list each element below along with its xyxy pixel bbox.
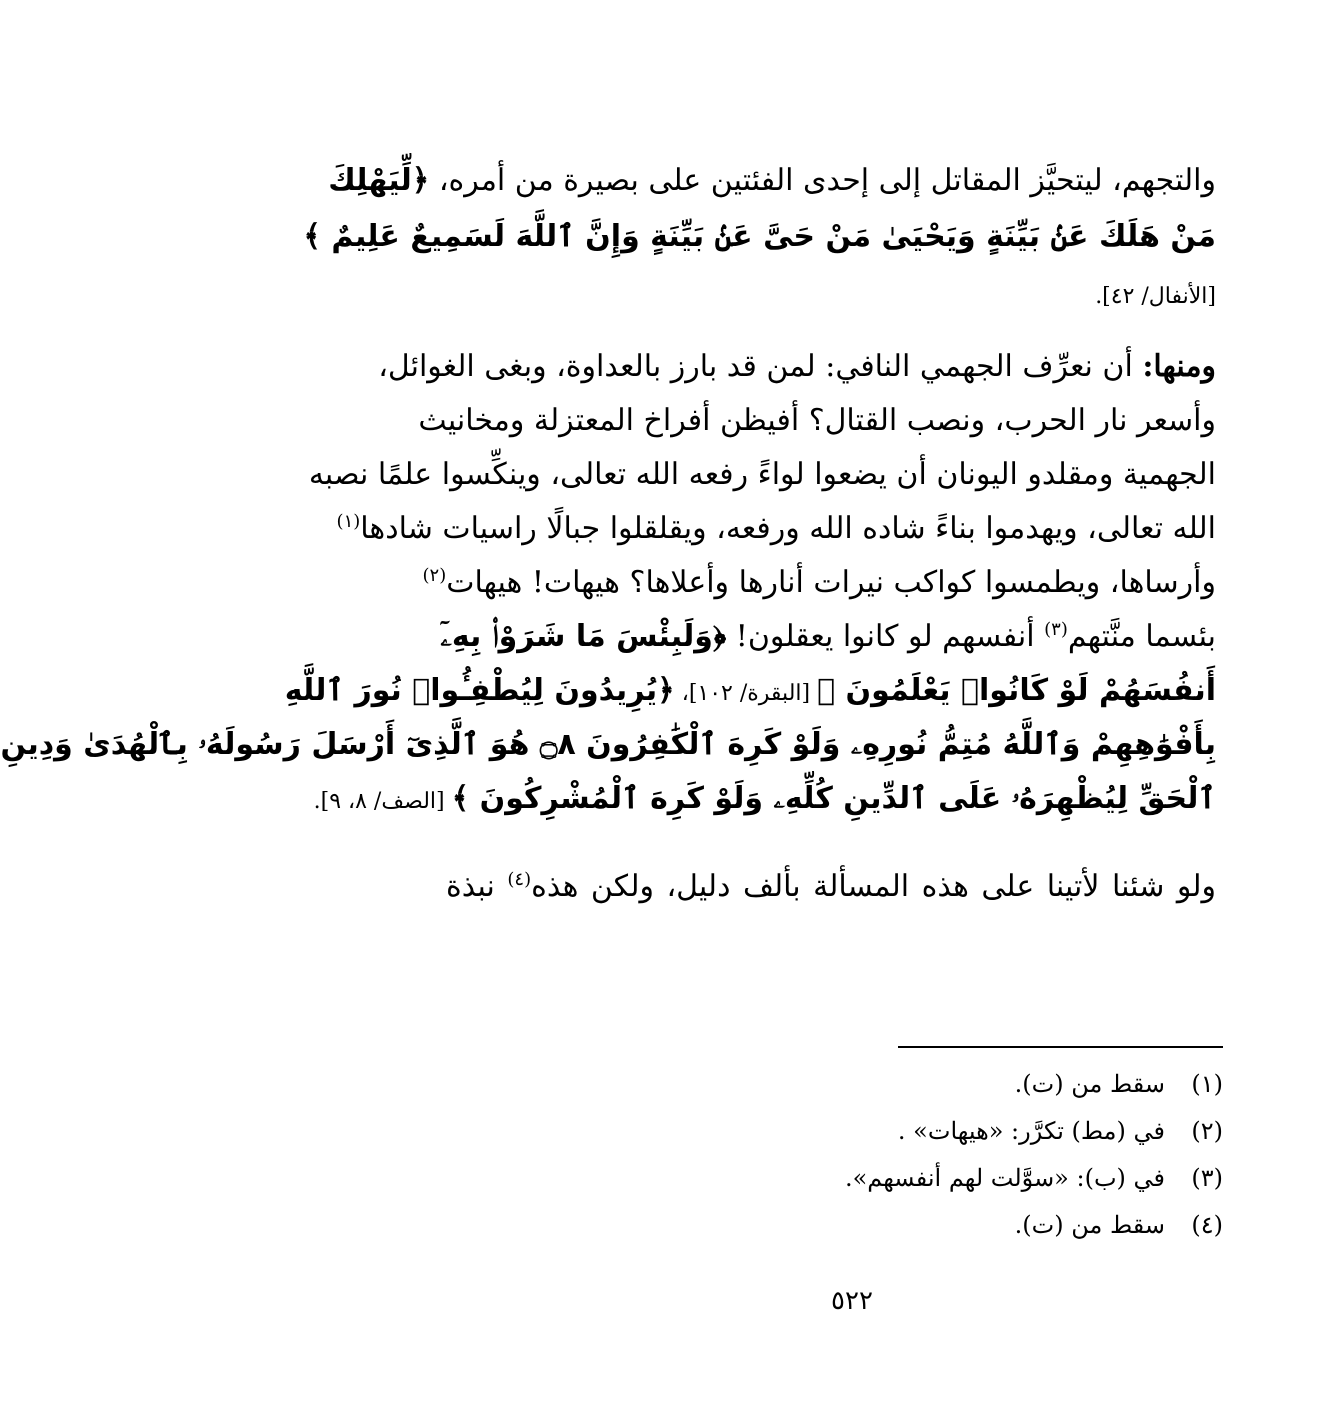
verse-reference: [البقرة/ ١٠٢]، <box>674 681 818 706</box>
p2-line-6 <box>440 610 1216 664</box>
footnote-separator <box>898 1046 1223 1048</box>
quran-verse: ﴿وَلَبِئْسَ مَا شَرَوْا۟ بِهِۦٓ <box>440 619 727 654</box>
quran-verse: أَنفُسَهُمْ لَوْ كَانُوا۟ يَعْلَمُونَ ﴾ <box>817 673 1216 708</box>
body-text: والتجهم، ليتحيَّز المقاتل إلى إحدى الفئتين على بصيرة من أمره، <box>429 163 1216 198</box>
footnote-number: (٣) <box>1191 1164 1223 1192</box>
quran-verse: ﴿لِّيَهْلِكَ <box>328 163 430 198</box>
footnote-number: (١) <box>1191 1070 1223 1098</box>
p1-line-1 <box>328 154 1216 208</box>
body-text: الجهمية ومقلدو اليونان أن يضعوا لواءً رفعه الله تعالى، وينكِّسوا علمًا نصبه <box>308 457 1216 492</box>
footnote-number: (٢) <box>1191 1117 1223 1145</box>
body-text: وأرساها، ويطمسوا كواكب نيرات أنارها وأعلاها؟ هيهات! هيهات <box>446 565 1216 600</box>
footnote-text: في (ب): «سوَّلت لهم أنفسهم». <box>844 1164 1165 1192</box>
footnote-text: في (مط) تكرَّر: «هيهات» . <box>897 1117 1165 1145</box>
p1-line-3 <box>446 270 1216 324</box>
footnote-marker: (٢) <box>422 565 447 586</box>
body-text: ولو شئنا لأتينا على هذه المسألة بألف دليل، ولكن هذه <box>531 869 1216 904</box>
footnote-marker: (٣) <box>1044 619 1068 640</box>
body-text: أنفسهم لو كانوا يعقلون! <box>726 619 1045 654</box>
p1-line-2 <box>303 210 1216 264</box>
quran-verse: ﴿يُرِيدُونَ لِيُطْفِـُٔوا۟ نُورَ ٱللَّهِ <box>284 673 675 708</box>
paragraph-lead: ومنها: <box>1142 349 1216 384</box>
quran-verse: مَنْ هَلَكَ عَنۢ بَيِّنَةٍ وَيَحْيَىٰ مَنْ حَىَّ عَنۢ بَيِّنَةٍ وَإِنَّ ٱللَّهَ لَسَمِيعٌ عَلِيمٌ ﴾ <box>303 219 1216 254</box>
footnote-marker: (٤) <box>507 869 532 890</box>
body-text: بئسما منَّتهم <box>1067 619 1216 654</box>
p2-line-5 <box>422 556 1216 610</box>
body-text: أن نعرِّف الجهمي النافي: لمن قد بارز بالعداوة، وبغى الغوائل، <box>378 349 1143 384</box>
body-text: وأسعر نار الحرب، ونصب القتال؟ أفيظن أفراخ المعتزلة ومخانيث <box>418 403 1216 438</box>
p2-line-2 <box>418 394 1216 448</box>
footnote-2 <box>898 1111 1223 1151</box>
p2-line-9 <box>313 772 1216 826</box>
footnote-1 <box>1015 1064 1223 1104</box>
page-number: ٥٢٢ <box>831 1286 873 1316</box>
verse-reference: [الصف/ ٨، ٩]. <box>313 789 452 814</box>
p2-line-1 <box>378 340 1216 394</box>
verse-reference: [الأنفال/ ٤٢]. <box>1095 284 1216 309</box>
quran-verse: بِأَفْوَٰهِهِمْ وَٱللَّهُ مُتِمُّ نُورِهِۦ وَلَوْ كَرِهَ ٱلْكَٰفِرُونَ ۝٨ هُوَ ٱلَّذِىٓ أَرْسَلَ رَسُولَهُۥ بِٱلْهُدَىٰ وَدِينِ <box>0 727 1216 762</box>
footnote-marker: (١) <box>336 511 361 532</box>
quran-verse: ٱلْحَقِّ لِيُظْهِرَهُۥ عَلَى ٱلدِّينِ كُلِّهِۦ وَلَوْ كَرِهَ ٱلْمُشْرِكُونَ ﴾ <box>451 781 1216 816</box>
footnote-text: سقط من (ت). <box>1014 1070 1165 1098</box>
body-text: نبذة <box>446 869 508 904</box>
p3-line-1 <box>446 860 1216 914</box>
footnote-3 <box>845 1158 1223 1198</box>
footnote-4 <box>1015 1205 1223 1245</box>
footnote-text: سقط من (ت). <box>1014 1211 1165 1239</box>
footnote-number: (٤) <box>1191 1211 1223 1239</box>
p2-line-7 <box>284 664 1216 718</box>
p2-line-4 <box>336 502 1216 556</box>
p2-line-3 <box>308 448 1216 502</box>
body-text: الله تعالى، ويهدموا بناءً شاده الله ورفعه، ويقلقلوا جبالًا راسيات شادها <box>360 511 1216 546</box>
p2-line-8 <box>0 718 1216 772</box>
